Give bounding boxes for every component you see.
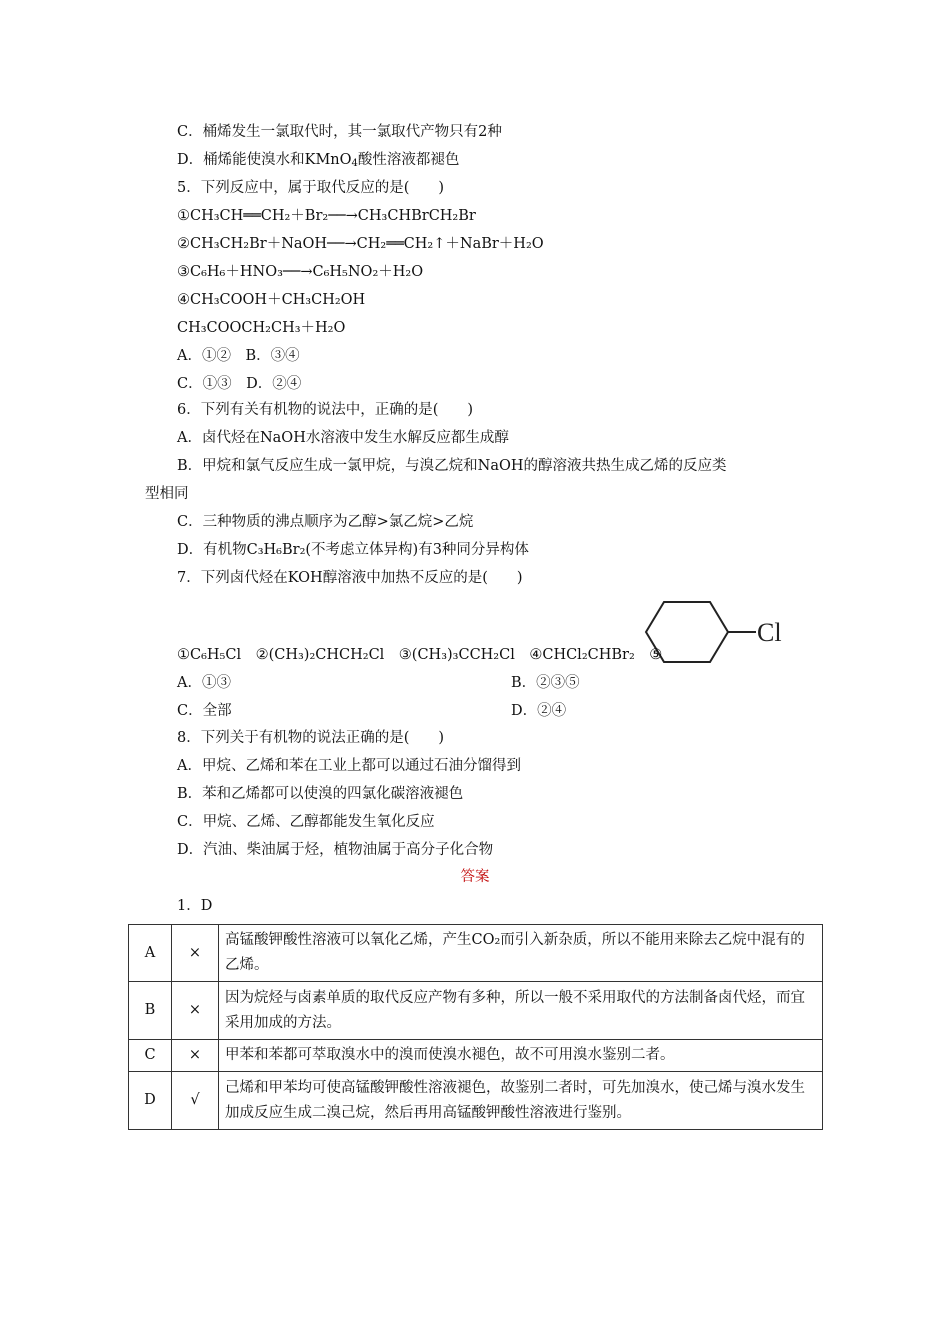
q4-option-c: C．桶烯发生一氯取代时，其一氯取代产物只有2种 <box>177 124 502 140</box>
table-row <box>129 982 823 1040</box>
q6-option-a: A．卤代烃在NaOH水溶液中发生水解反应都生成醇 <box>177 430 509 446</box>
table-row <box>129 1040 823 1072</box>
table-cell-explanation: 因为烷烃与卤素单质的取代反应产物有多种，所以一般不采用取代的方法制备卤代烃，而宜采用加成的方法。 <box>219 982 823 1040</box>
q8-option-d: D．汽油、柴油属于烃，植物油属于高分子化合物 <box>177 842 494 858</box>
q6-option-b-line2: 型相同 <box>145 486 189 502</box>
answer-table <box>128 924 823 1130</box>
q5-reaction-4-products: CH₃COOCH₂CH₃＋H₂O <box>177 320 346 336</box>
q7-option-b: B．②③⑤ <box>511 675 580 691</box>
q5-reaction-1: ①CH₃CH══CH₂＋Br₂──→CH₃CHBrCH₂Br <box>177 208 476 224</box>
table-cell-option: B <box>129 982 172 1040</box>
table-cell-explanation: 甲苯和苯都可萃取溴水中的溴而使溴水褪色，故不可用溴水鉴别二者。 <box>219 1040 823 1072</box>
table-cell-option: A <box>129 925 172 982</box>
q4-option-d: D．桶烯能使溴水和KMnO$_4$酸性溶液都褪色 <box>177 152 460 169</box>
q6-option-d: D．有机物C₃H₆Br₂(不考虑立体异构)有3种同分异构体 <box>177 542 529 558</box>
q5-reaction-4-reactants: ④CH₃COOH＋CH₃CH₂OH <box>177 292 366 308</box>
table-cell-mark: × <box>172 925 219 982</box>
table-cell-option: D <box>129 1072 172 1130</box>
q7-option-a: A．①③ <box>177 675 231 691</box>
q8-option-c: C．甲烷、乙烯、乙醇都能发生氧化反应 <box>177 814 435 830</box>
q5-reaction-2: ②CH₃CH₂Br＋NaOH──→CH₂══CH₂↑＋NaBr＋H₂O <box>177 236 544 252</box>
table-row <box>129 1072 823 1130</box>
q6-stem: 6．下列有关有机物的说法中，正确的是( ) <box>177 402 474 418</box>
chlorine-label: Cl <box>757 618 782 647</box>
q5-stem: 5．下列反应中，属于取代反应的是( ) <box>177 180 445 196</box>
q7-items: ①C₆H₅Cl ②(CH₃)₂CHCH₂Cl ③(CH₃)₃CCH₂Cl ④CHCl₂CHBr₂ ⑤ <box>177 647 663 663</box>
q8-option-a: A．甲烷、乙烯和苯在工业上都可以通过石油分馏得到 <box>177 758 521 774</box>
cyclohexyl-chloride-structure <box>644 600 794 664</box>
q5-options-cd: C．①③ D．②④ <box>177 376 302 392</box>
table-cell-mark: × <box>172 1040 219 1072</box>
q7-option-c: C．全部 <box>177 703 232 719</box>
q5-reaction-3: ③C₆H₆＋HNO₃──→C₆H₅NO₂＋H₂O <box>177 264 424 280</box>
q8-option-b: B．苯和乙烯都可以使溴的四氯化碳溶液褪色 <box>177 786 464 802</box>
q7-option-d: D．②④ <box>511 703 567 719</box>
q6-option-c: C．三种物质的沸点顺序为乙醇>氯乙烷>乙烷 <box>177 514 474 530</box>
q8-stem: 8．下列关于有机物的说法正确的是( ) <box>177 730 445 746</box>
q6-option-b-line1: B．甲烷和氯气反应生成一氯甲烷，与溴乙烷和NaOH的醇溶液共热生成乙烯的反应类 <box>177 458 727 474</box>
answer-q1: 1．D <box>177 898 213 914</box>
answer-title: 答案 <box>460 869 490 885</box>
table-cell-mark: × <box>172 982 219 1040</box>
table-cell-explanation: 高锰酸钾酸性溶液可以氧化乙烯，产生CO₂而引入新杂质，所以不能用来除去乙烷中混有的乙烯。 <box>219 925 823 982</box>
q7-stem: 7．下列卤代烃在KOH醇溶液中加热不反应的是( ) <box>177 570 523 586</box>
table-cell-option: C <box>129 1040 172 1072</box>
table-row <box>129 925 823 982</box>
table-cell-mark: √ <box>172 1072 219 1130</box>
q5-options-ab: A．①② B．③④ <box>177 348 300 364</box>
table-cell-explanation: 己烯和甲苯均可使高锰酸钾酸性溶液褪色，故鉴别二者时，可先加溴水，使己烯与溴水发生加成反应生成二溴己烷，然后再用高锰酸钾酸性溶液进行鉴别。 <box>219 1072 823 1130</box>
